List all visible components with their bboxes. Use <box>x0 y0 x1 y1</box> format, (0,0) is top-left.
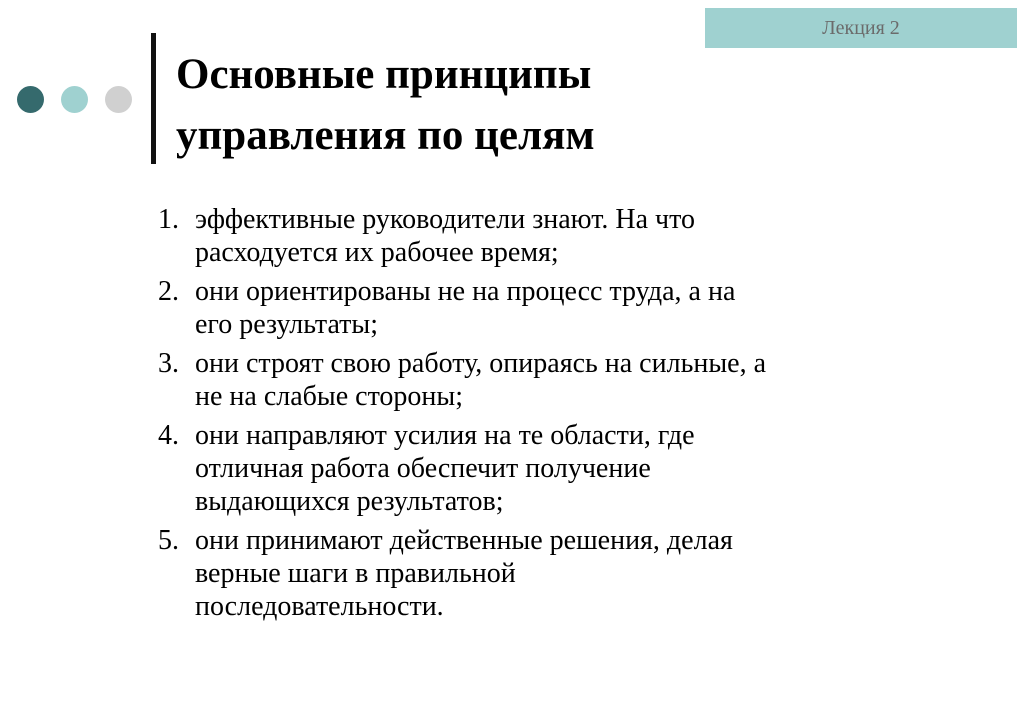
item-text <box>195 419 695 518</box>
item-line: не на слабые стороны; <box>195 381 464 412</box>
dot-teal <box>61 86 88 113</box>
title-line: управления по целям <box>176 112 595 159</box>
item-number: 3. <box>158 348 179 379</box>
lecture-badge <box>705 8 1017 48</box>
item-line: они направляют усилия на те области, где <box>195 420 695 451</box>
list-item <box>158 524 938 623</box>
item-number: 5. <box>158 525 179 556</box>
item-line: выдающихся результатов; <box>195 486 504 517</box>
list-item <box>158 419 938 518</box>
item-line: расходуется их рабочее время; <box>195 237 559 268</box>
slide-title <box>176 44 595 166</box>
title-line: Основные принципы <box>176 51 592 98</box>
item-line: отличная работа обеспечит получение <box>195 453 651 484</box>
title-divider-bar <box>151 33 156 164</box>
dot-dark <box>17 86 44 113</box>
item-line: они принимают действенные решения, делая <box>195 525 733 556</box>
item-number: 1. <box>158 204 179 235</box>
principles-list <box>158 203 938 629</box>
item-line: его результаты; <box>195 309 379 340</box>
item-text <box>195 203 695 269</box>
lecture-badge-label: Лекция 2 <box>822 16 900 39</box>
item-line: они строят свою работу, опираясь на сильные, а <box>195 348 766 379</box>
item-number: 2. <box>158 276 179 307</box>
item-line: эффективные руководители знают. На что <box>195 204 695 235</box>
decorative-dots <box>17 86 132 113</box>
item-number: 4. <box>158 420 179 451</box>
list-item <box>158 347 938 413</box>
item-line: последовательности. <box>195 591 444 622</box>
list-item <box>158 203 938 269</box>
list-item <box>158 275 938 341</box>
item-line: они ориентированы не на процесс труда, а на <box>195 276 736 307</box>
item-text <box>195 275 735 341</box>
item-line: верные шаги в правильной <box>195 558 516 589</box>
dot-gray <box>105 86 132 113</box>
item-text <box>195 524 733 623</box>
item-text <box>195 347 766 413</box>
